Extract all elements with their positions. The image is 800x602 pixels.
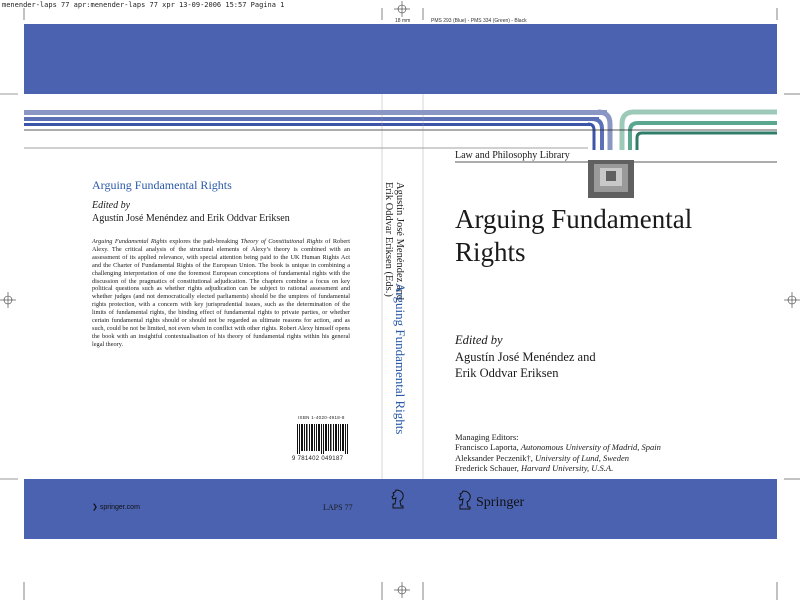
blurb-text-1: explores the path-breaking xyxy=(166,238,241,245)
isbn: ISBN 1-4020-4918-8 xyxy=(298,415,345,420)
managing-editor-3: Frederick Schauer, Harvard University, U.S.A. xyxy=(455,462,614,473)
barcode xyxy=(296,424,348,454)
printer-slug: menender-laps 77 apr:menender-laps 77 xpr 13-09-2006 15:57 Pagina 1 xyxy=(2,1,285,9)
spine-title-wrap xyxy=(393,283,409,435)
managing-editors-label: Managing Editors: xyxy=(455,432,519,442)
springer-url[interactable]: ❯ springer.com xyxy=(92,504,140,511)
springer-knight-icon xyxy=(457,490,473,510)
managing-editors xyxy=(455,432,661,473)
blurb-text-2: of Robert Alexy. The critical analysis of the structural elements of Alexy’s theory is combined with an assessment of its applied relevance, with special attention being paid to the UK Human Rights Act and the Charter of Fundamental Rights of the European Union. The book is unique in combining a challenging interpretation of one the foremost European conceptions of fundamental rights with the discussion of the pragmatics of constitutional adjudication. The chapters combine a focus on key political questions such as whether rights adjudication can be subject to rational assessment and whether judges (and not democratically elected parliaments) should be the umpires of fundamental rights protection, with a concern with key jurisprudential issues, such as the determination of the limits of fundamental rights, the binding effect of fundamental rights to private parties, or whether certain fundamental rights should or should not be regarded as ultimate reasons for action, and as such, could be not be limited, not even when in conflict with other rights. Robert Alexy himself opens the book with an insightful contextualisation of his theory of fundamental rights within his general legal theory. xyxy=(92,238,350,348)
front-editor-1: Agustín José Menéndez and xyxy=(455,350,596,364)
front-title-line2: Rights xyxy=(455,237,526,267)
spine-authors-line1: Agustín José Menéndez and xyxy=(394,182,405,301)
barcode-digits: 9 781402 049187 xyxy=(292,456,344,462)
blurb-book-title: Arguing Fundamental Rights xyxy=(92,238,167,245)
print-measure: 18 mm xyxy=(395,18,411,24)
spine-authors-wrap xyxy=(383,182,406,301)
back-editors: Agustín José Menéndez and Erik Oddvar Eriksen xyxy=(92,213,290,224)
spine-knight-icon xyxy=(390,489,406,509)
front-title-line1: Arguing Fundamental xyxy=(455,204,693,234)
publisher-name: Springer xyxy=(476,495,525,510)
back-title: Arguing Fundamental Rights xyxy=(92,178,232,192)
spine-title: Arguing Fundamental Rights xyxy=(393,283,408,435)
managing-editor-1: Francisco Laporta, Autonomous University of Madrid, Spain xyxy=(455,442,661,453)
laps-number: LAPS 77 xyxy=(323,503,353,512)
back-edited-by: Edited by xyxy=(92,200,131,211)
front-edited-by: Edited by xyxy=(455,333,503,347)
chevron-right-icon: ❯ xyxy=(92,504,98,511)
managing-editor-2: Aleksander Peczenik†, University of Lund, Sweden xyxy=(455,452,629,463)
front-editor-2: Erik Oddvar Eriksen xyxy=(455,366,559,380)
back-blurb xyxy=(92,238,350,349)
blurb-theory-title: Theory of Constitutional Rights xyxy=(240,238,323,245)
front-title xyxy=(455,203,755,269)
front-editors xyxy=(455,349,596,381)
spine-authors-line2: Erik Oddvar Eriksen (Eds.) xyxy=(383,182,394,297)
series-name: Law and Philosophy Library xyxy=(455,150,570,161)
print-colors: PMS 293 (Blue) - PMS 334 (Green) - Black xyxy=(431,18,527,24)
